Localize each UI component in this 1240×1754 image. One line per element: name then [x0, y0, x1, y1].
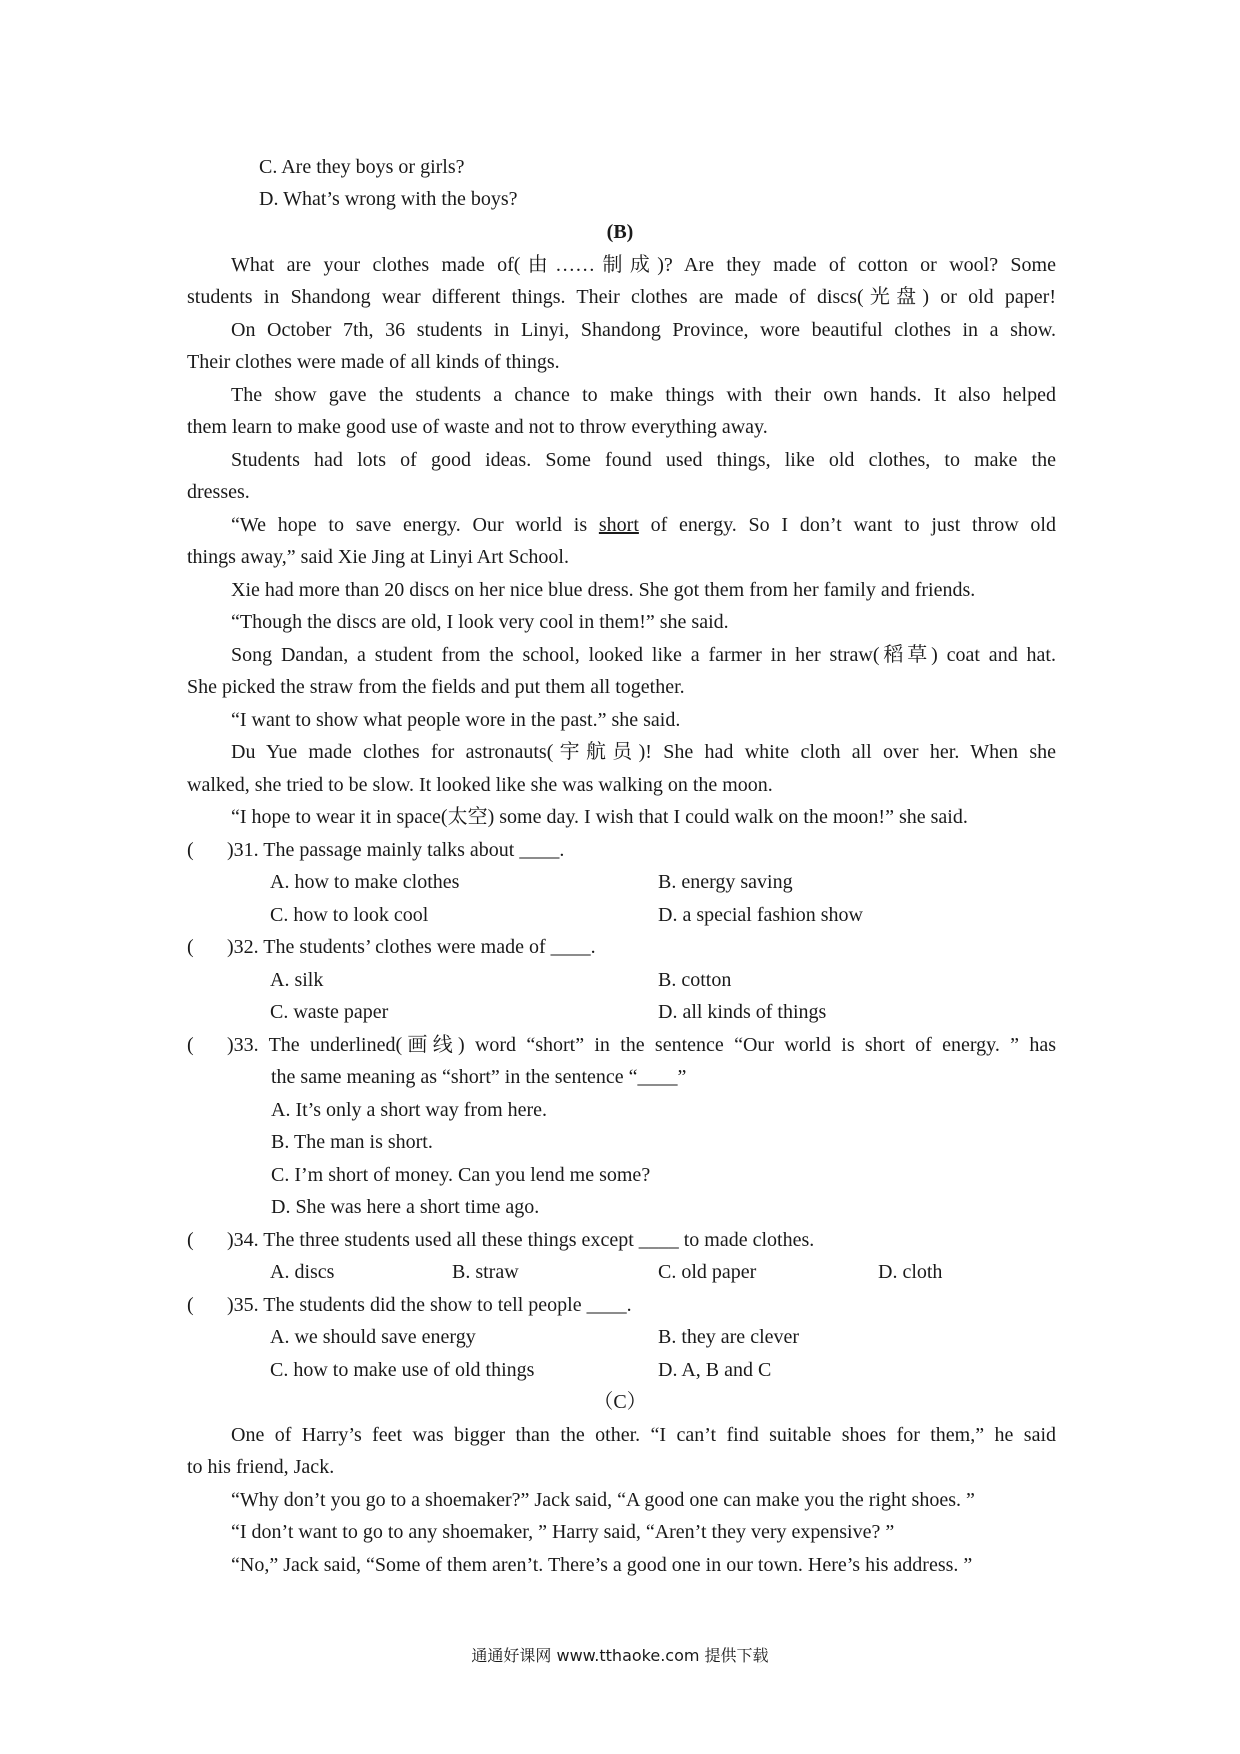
answer-paren: (: [187, 839, 194, 861]
question-34-option-a: A. discs: [270, 1261, 335, 1283]
passage-b-line: them learn to make good use of waste and not to throw everything away.: [187, 416, 768, 438]
question-33-stem-continued: the same meaning as “short” in the sentence “____”: [271, 1066, 687, 1088]
question-35-option-a: A. we should save energy: [270, 1326, 476, 1348]
passage-b-line: “I hope to wear it in space(太空) some day. I wish that I could walk on the moon!” she said.: [231, 806, 968, 828]
text-before: “We hope to save energy. Our world is: [231, 514, 599, 536]
question-34-option-d: D. cloth: [878, 1261, 943, 1283]
question-32-option-c: C. waste paper: [270, 1001, 389, 1023]
section-b-title: (B): [606, 221, 634, 243]
question-32-stem: )32. The students’ clothes were made of ____.: [227, 936, 596, 958]
question-34-stem: )34. The three students used all these things except ____ to made clothes.: [227, 1229, 815, 1251]
passage-b-underlined-line: [231, 513, 1056, 537]
answer-paren: (: [187, 1294, 194, 1316]
page-footer: 通通好课网 www.tthaoke.com 提供下载: [471, 1646, 769, 1665]
passage-b-line: things away,” said Xie Jing at Linyi Art School.: [187, 546, 569, 568]
answer-paren: (: [187, 1229, 194, 1251]
question-33-option-a: A. It’s only a short way from here.: [271, 1099, 548, 1121]
passage-c-line: to his friend, Jack.: [187, 1456, 335, 1478]
question-35-option-c: C. how to make use of old things: [270, 1359, 535, 1381]
question-33-option-b: B. The man is short.: [271, 1131, 433, 1153]
question-35-option-b: B. they are clever: [658, 1326, 800, 1348]
question-31-option-b: B. energy saving: [658, 871, 793, 893]
passage-b-line: Du Yue made clothes for astronauts(宇航员)! She had white cloth all over her. When she: [231, 741, 1056, 763]
passage-c-line: “No,” Jack said, “Some of them aren’t. There’s a good one in our town. Here’s his address. ”: [231, 1554, 973, 1576]
question-31-option-d: D. a special fashion show: [658, 904, 863, 926]
question-32-option-b: B. cotton: [658, 969, 732, 991]
option-prev-d: D. What’s wrong with the boys?: [259, 188, 518, 210]
section-c-title: （C）: [593, 1391, 647, 1413]
passage-b-line: Students had lots of good ideas. Some found used things, like old clothes, to make the: [231, 449, 1056, 471]
question-31-option-c: C. how to look cool: [270, 904, 429, 926]
passage-b-line: On October 7th, 36 students in Linyi, Shandong Province, wore beautiful clothes in a show.: [231, 319, 1056, 341]
passage-b-line: What are your clothes made of(由……制成)? Are they made of cotton or wool? Some: [231, 254, 1056, 276]
passage-b-line: She picked the straw from the fields and put them all together.: [187, 676, 685, 698]
text-after: of energy. So I don’t want to just throw old: [638, 514, 1056, 536]
passage-b-line: dresses.: [187, 481, 250, 503]
passage-b-line: Song Dandan, a student from the school, looked like a farmer in her straw(稻草) coat and hat.: [231, 644, 1056, 666]
question-35-stem: )35. The students did the show to tell people ____.: [227, 1294, 632, 1316]
question-33-stem: )33. The underlined(画线) word “short” in the sentence “Our world is short of energy. ” has: [227, 1034, 1056, 1056]
passage-c-line: One of Harry’s feet was bigger than the other. “I can’t find suitable shoes for them,” he said: [231, 1424, 1056, 1446]
passage-b-line: Xie had more than 20 discs on her nice blue dress. She got them from her family and friends.: [231, 579, 976, 601]
question-34-option-b: B. straw: [452, 1261, 519, 1283]
option-prev-c: C. Are they boys or girls?: [259, 156, 465, 178]
passage-c-line: “I don’t want to go to any shoemaker, ” Harry said, “Aren’t they very expensive? ”: [231, 1521, 895, 1543]
question-31-stem: )31. The passage mainly talks about ____.: [227, 839, 565, 861]
answer-paren: (: [187, 1034, 194, 1056]
answer-paren: (: [187, 936, 194, 958]
question-32-option-a: A. silk: [270, 969, 324, 991]
underlined-word: short: [598, 514, 639, 536]
passage-b-line: walked, she tried to be slow. It looked like she was walking on the moon.: [187, 774, 773, 796]
question-33-option-d: D. She was here a short time ago.: [271, 1196, 540, 1218]
question-33-option-c: C. I’m short of money. Can you lend me some?: [271, 1164, 651, 1186]
passage-b-line: “I want to show what people wore in the past.” she said.: [231, 709, 681, 731]
question-32-option-d: D. all kinds of things: [658, 1001, 827, 1023]
passage-b-line: Their clothes were made of all kinds of things.: [187, 351, 560, 373]
passage-b-line: “Though the discs are old, I look very cool in them!” she said.: [231, 611, 729, 633]
question-34-option-c: C. old paper: [658, 1261, 757, 1283]
passage-b-line: students in Shandong wear different things. Their clothes are made of discs(光盘) or old paper!: [187, 286, 1056, 308]
question-35-option-d: D. A, B and C: [658, 1359, 772, 1381]
passage-b-line: The show gave the students a chance to make things with their own hands. It also helped: [231, 384, 1056, 406]
passage-c-line: “Why don’t you go to a shoemaker?” Jack said, “A good one can make you the right shoes. ”: [231, 1489, 975, 1511]
question-31-option-a: A. how to make clothes: [270, 871, 460, 893]
